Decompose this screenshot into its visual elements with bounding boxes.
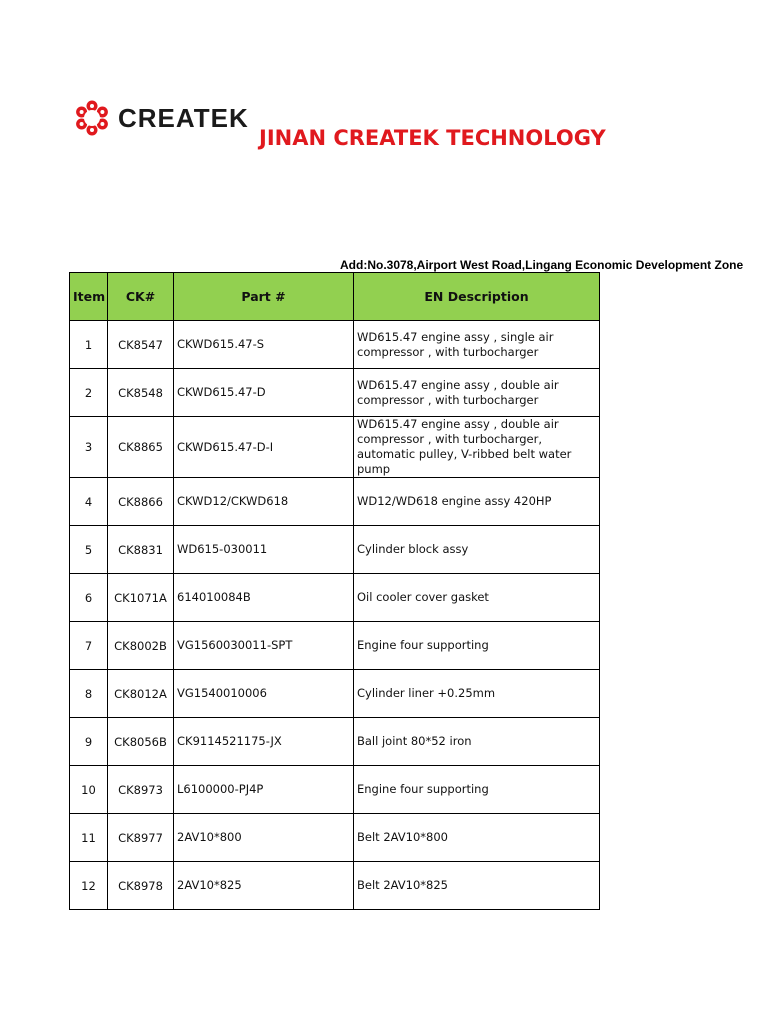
cell-item: 10 — [70, 766, 108, 814]
cell-ck-number: CK8548 — [108, 369, 174, 417]
company-address: Add:No.3078,Airport West Road,Lingang Economic Development Zone — [340, 258, 744, 272]
column-header-ck: CK# — [108, 273, 174, 321]
table-row — [70, 814, 600, 862]
table-row — [70, 622, 600, 670]
cell-description: WD12/WD618 engine assy 420HP — [354, 478, 600, 526]
table-row — [70, 670, 600, 718]
table-header-row — [70, 273, 600, 321]
cell-ck-number: CK8547 — [108, 321, 174, 369]
cell-ck-number: CK8831 — [108, 526, 174, 574]
column-header-item: Item — [70, 273, 108, 321]
title-container — [259, 126, 606, 162]
cell-part-number: CKWD615.47-D-I — [174, 417, 354, 478]
cell-part-number: L6100000-PJ4P — [174, 766, 354, 814]
cell-item: 9 — [70, 718, 108, 766]
cell-item: 3 — [70, 417, 108, 478]
cell-description: WD615.47 engine assy , double air compressor , with turbocharger, automatic pulley, V-ribbed belt water pump — [354, 417, 600, 478]
cell-ck-number: CK8978 — [108, 862, 174, 910]
cell-part-number: 2AV10*825 — [174, 862, 354, 910]
cell-ck-number: CK8012A — [108, 670, 174, 718]
cell-item: 2 — [70, 369, 108, 417]
cell-part-number: VG1560030011-SPT — [174, 622, 354, 670]
cell-item: 4 — [70, 478, 108, 526]
cell-description: Belt 2AV10*825 — [354, 862, 600, 910]
cell-item: 12 — [70, 862, 108, 910]
cell-ck-number: CK8973 — [108, 766, 174, 814]
cell-description: Belt 2AV10*800 — [354, 814, 600, 862]
column-header-part: Part # — [174, 273, 354, 321]
cell-part-number: CKWD615.47-D — [174, 369, 354, 417]
cell-description: Cylinder liner +0.25mm — [354, 670, 600, 718]
table-row — [70, 478, 600, 526]
logo-wordmark: CREATEK — [118, 102, 249, 133]
cell-ck-number: CK8865 — [108, 417, 174, 478]
cell-part-number: WD615-030011 — [174, 526, 354, 574]
cell-description: WD615.47 engine assy , single air compressor , with turbocharger — [354, 321, 600, 369]
table-row — [70, 766, 600, 814]
cell-part-number: CK9114521175-JX — [174, 718, 354, 766]
cell-part-number: 614010084B — [174, 574, 354, 622]
table-row — [70, 526, 600, 574]
cell-part-number: 2AV10*800 — [174, 814, 354, 862]
table-row — [70, 417, 600, 478]
cell-part-number: CKWD615.47-S — [174, 321, 354, 369]
cell-description: WD615.47 engine assy , double air compressor , with turbocharger — [354, 369, 600, 417]
cell-ck-number: CK8056B — [108, 718, 174, 766]
cell-ck-number: CK8002B — [108, 622, 174, 670]
cell-item: 1 — [70, 321, 108, 369]
cell-ck-number: CK1071A — [108, 574, 174, 622]
table-row — [70, 369, 600, 417]
cell-part-number: CKWD12/CKWD618 — [174, 478, 354, 526]
cell-description: Oil cooler cover gasket — [354, 574, 600, 622]
cell-item: 6 — [70, 574, 108, 622]
cell-description: Cylinder block assy — [354, 526, 600, 574]
cell-item: 11 — [70, 814, 108, 862]
table-row — [70, 862, 600, 910]
table-row — [70, 321, 600, 369]
company-logo — [74, 100, 249, 136]
table-row — [70, 718, 600, 766]
column-header-description: EN Description — [354, 273, 600, 321]
cell-part-number: VG1540010006 — [174, 670, 354, 718]
cell-description: Engine four supporting — [354, 622, 600, 670]
cell-item: 7 — [70, 622, 108, 670]
parts-table — [69, 272, 600, 910]
company-title: JINAN CREATEK TECHNOLOGY — [259, 126, 606, 150]
cell-ck-number: CK8866 — [108, 478, 174, 526]
cell-item: 8 — [70, 670, 108, 718]
cell-description: Engine four supporting — [354, 766, 600, 814]
cell-description: Ball joint 80*52 iron — [354, 718, 600, 766]
cell-ck-number: CK8977 — [108, 814, 174, 862]
cell-item: 5 — [70, 526, 108, 574]
table-row — [70, 574, 600, 622]
createk-emblem-icon — [74, 100, 110, 136]
